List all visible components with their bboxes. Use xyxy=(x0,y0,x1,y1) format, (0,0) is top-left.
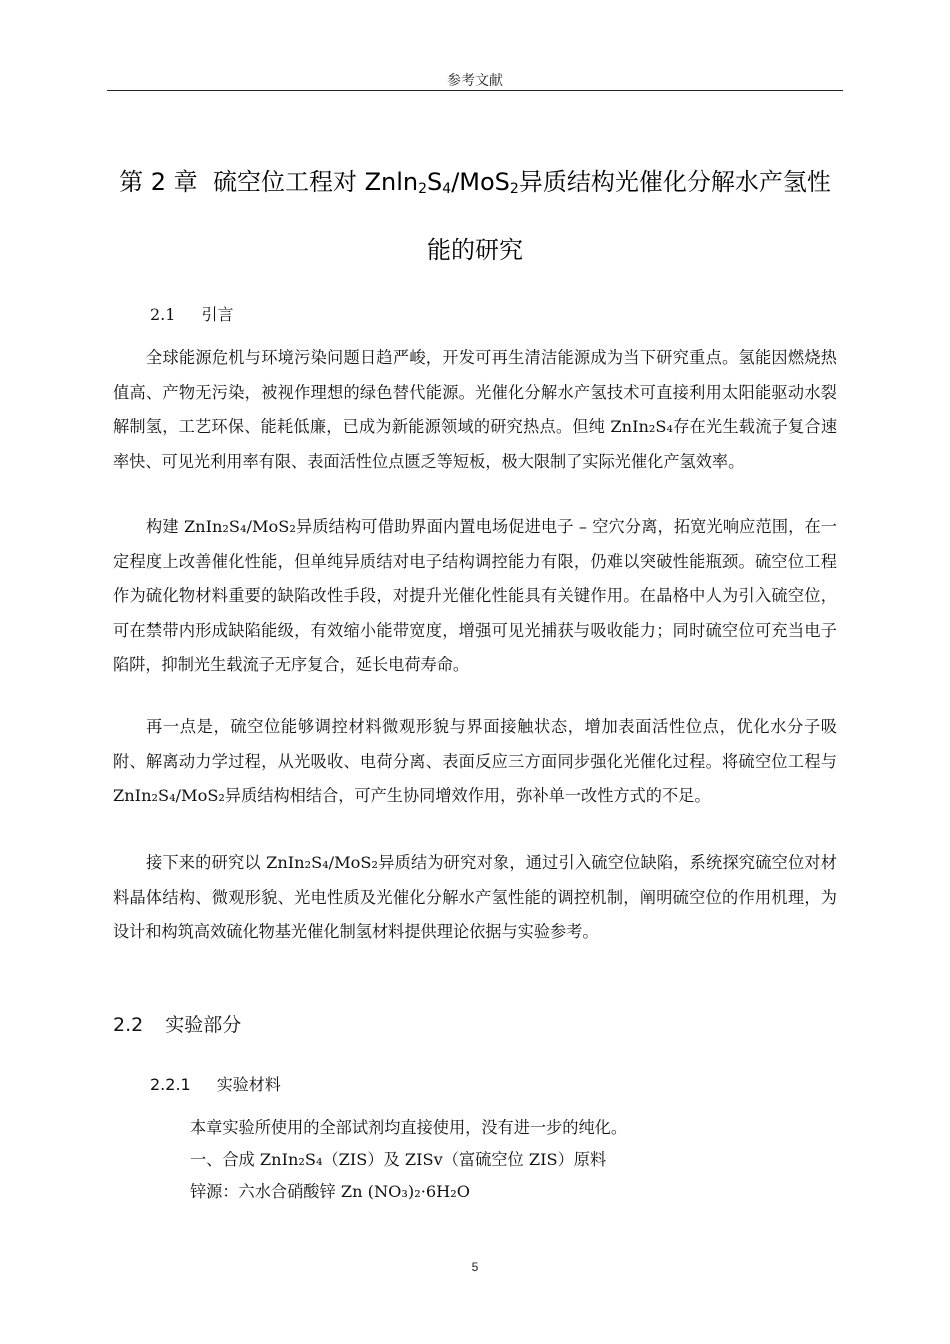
chapter-title-sub-a: 2 xyxy=(418,181,428,197)
section-title: 引言 xyxy=(201,305,234,324)
section-title: 实验部分 xyxy=(165,1014,242,1036)
materials-list xyxy=(190,1112,840,1208)
header-rule xyxy=(107,90,843,91)
chapter-title-sub-c: 2 xyxy=(509,181,519,197)
materials-item-2: 锌源：六水合硝酸锌 Zn (NO₃)₂·6H₂O xyxy=(190,1182,471,1201)
chapter-title-line2: 能的研究 xyxy=(427,236,523,264)
paragraph-1 xyxy=(113,341,837,479)
paragraph-text: 构建 ZnIn₂S₄/MoS₂异质结构可借助界面内置电场促进电子 – 空穴分离，拓宽光响应范围，在一定程度上改善催化性能，但单纯异质结对电子结构调控能力有限，仍难以突破性能瓶颈。硫空位工程作为硫化物材料重要的缺陷改性手段，对提升光催化性能具有关键作用。在晶格中人为引入硫空位，可在禁带内形成缺陷能级，有效缩小能带宽度，增强可见光捕获与吸收能力；同时硫空位可充当电子陷阱，抑制光生载流子无序复合，延长电荷寿命。 xyxy=(113,517,837,674)
chapter-title-line1 xyxy=(107,162,843,197)
section-number: 2.2 xyxy=(113,1014,144,1036)
chapter-title-sub-b: 4 xyxy=(442,181,452,197)
page-number: 5 xyxy=(471,1260,479,1274)
paragraph-2 xyxy=(113,510,837,683)
section-heading-2-1 xyxy=(150,302,233,325)
section-title: 实验材料 xyxy=(216,1075,281,1094)
chapter-title-text-d: 异质结构光催化分解水产氢性 xyxy=(518,168,831,196)
running-header: 参考文献 xyxy=(447,73,503,89)
materials-item-1: 一、合成 ZnIn₂S₄（ZIS）及 ZISv（富硫空位 ZIS）原料 xyxy=(190,1150,607,1169)
section-number: 2.1 xyxy=(150,305,176,324)
paragraph-text: 再一点是，硫空位能够调控材料微观形貌与界面接触状态，增加表面活性位点，优化水分子吸附、解离动力学过程，从光吸收、电荷分离、表面反应三方面同步强化光催化过程。将硫空位工程与 ZnIn₂S₄/MoS₂异质结构相结合，可产生协同增效作用，弥补单一改性方式的不足。 xyxy=(113,717,837,805)
paragraph-text: 接下来的研究以 ZnIn₂S₄/MoS₂异质结为研究对象，通过引入硫空位缺陷，系统探究硫空位对材料晶体结构、微观形貌、光电性质及光催化分解水产氢性能的调控机制，阐明硫空位的作用机理，为设计和构筑高效硫化物基光催化制氢材料提供理论依据与实验参考。 xyxy=(113,853,837,941)
materials-intro: 本章实验所使用的全部试剂均直接使用，没有进一步的纯化。 xyxy=(190,1118,628,1137)
chapter-title-text-a: 硫空位工程对 Znln xyxy=(212,168,419,196)
section-heading-2-2-1 xyxy=(150,1072,281,1095)
chapter-label: 第 2 章 xyxy=(119,168,198,196)
section-heading-2-2 xyxy=(113,1010,241,1037)
paragraph-text: 全球能源危机与环境污染问题日趋严峻，开发可再生清洁能源成为当下研究重点。氢能因燃烧热值高、产物无污染，被视作理想的绿色替代能源。光催化分解水产氢技术可直接利用太阳能驱动水裂解制氢，工艺环保、能耗低廉，已成为新能源领域的研究热点。但纯 ZnIn₂S₄存在光生载流子复合速率快、可见光利用率有限、表面活性位点匮乏等短板，极大限制了实际光催化产氢效率。 xyxy=(113,348,837,471)
paragraph-3 xyxy=(113,710,837,814)
chapter-title-text-c: /MoS xyxy=(451,168,510,196)
section-number: 2.2.1 xyxy=(150,1075,191,1094)
chapter-title-text-b: S xyxy=(427,168,443,196)
paragraph-4 xyxy=(113,846,837,950)
